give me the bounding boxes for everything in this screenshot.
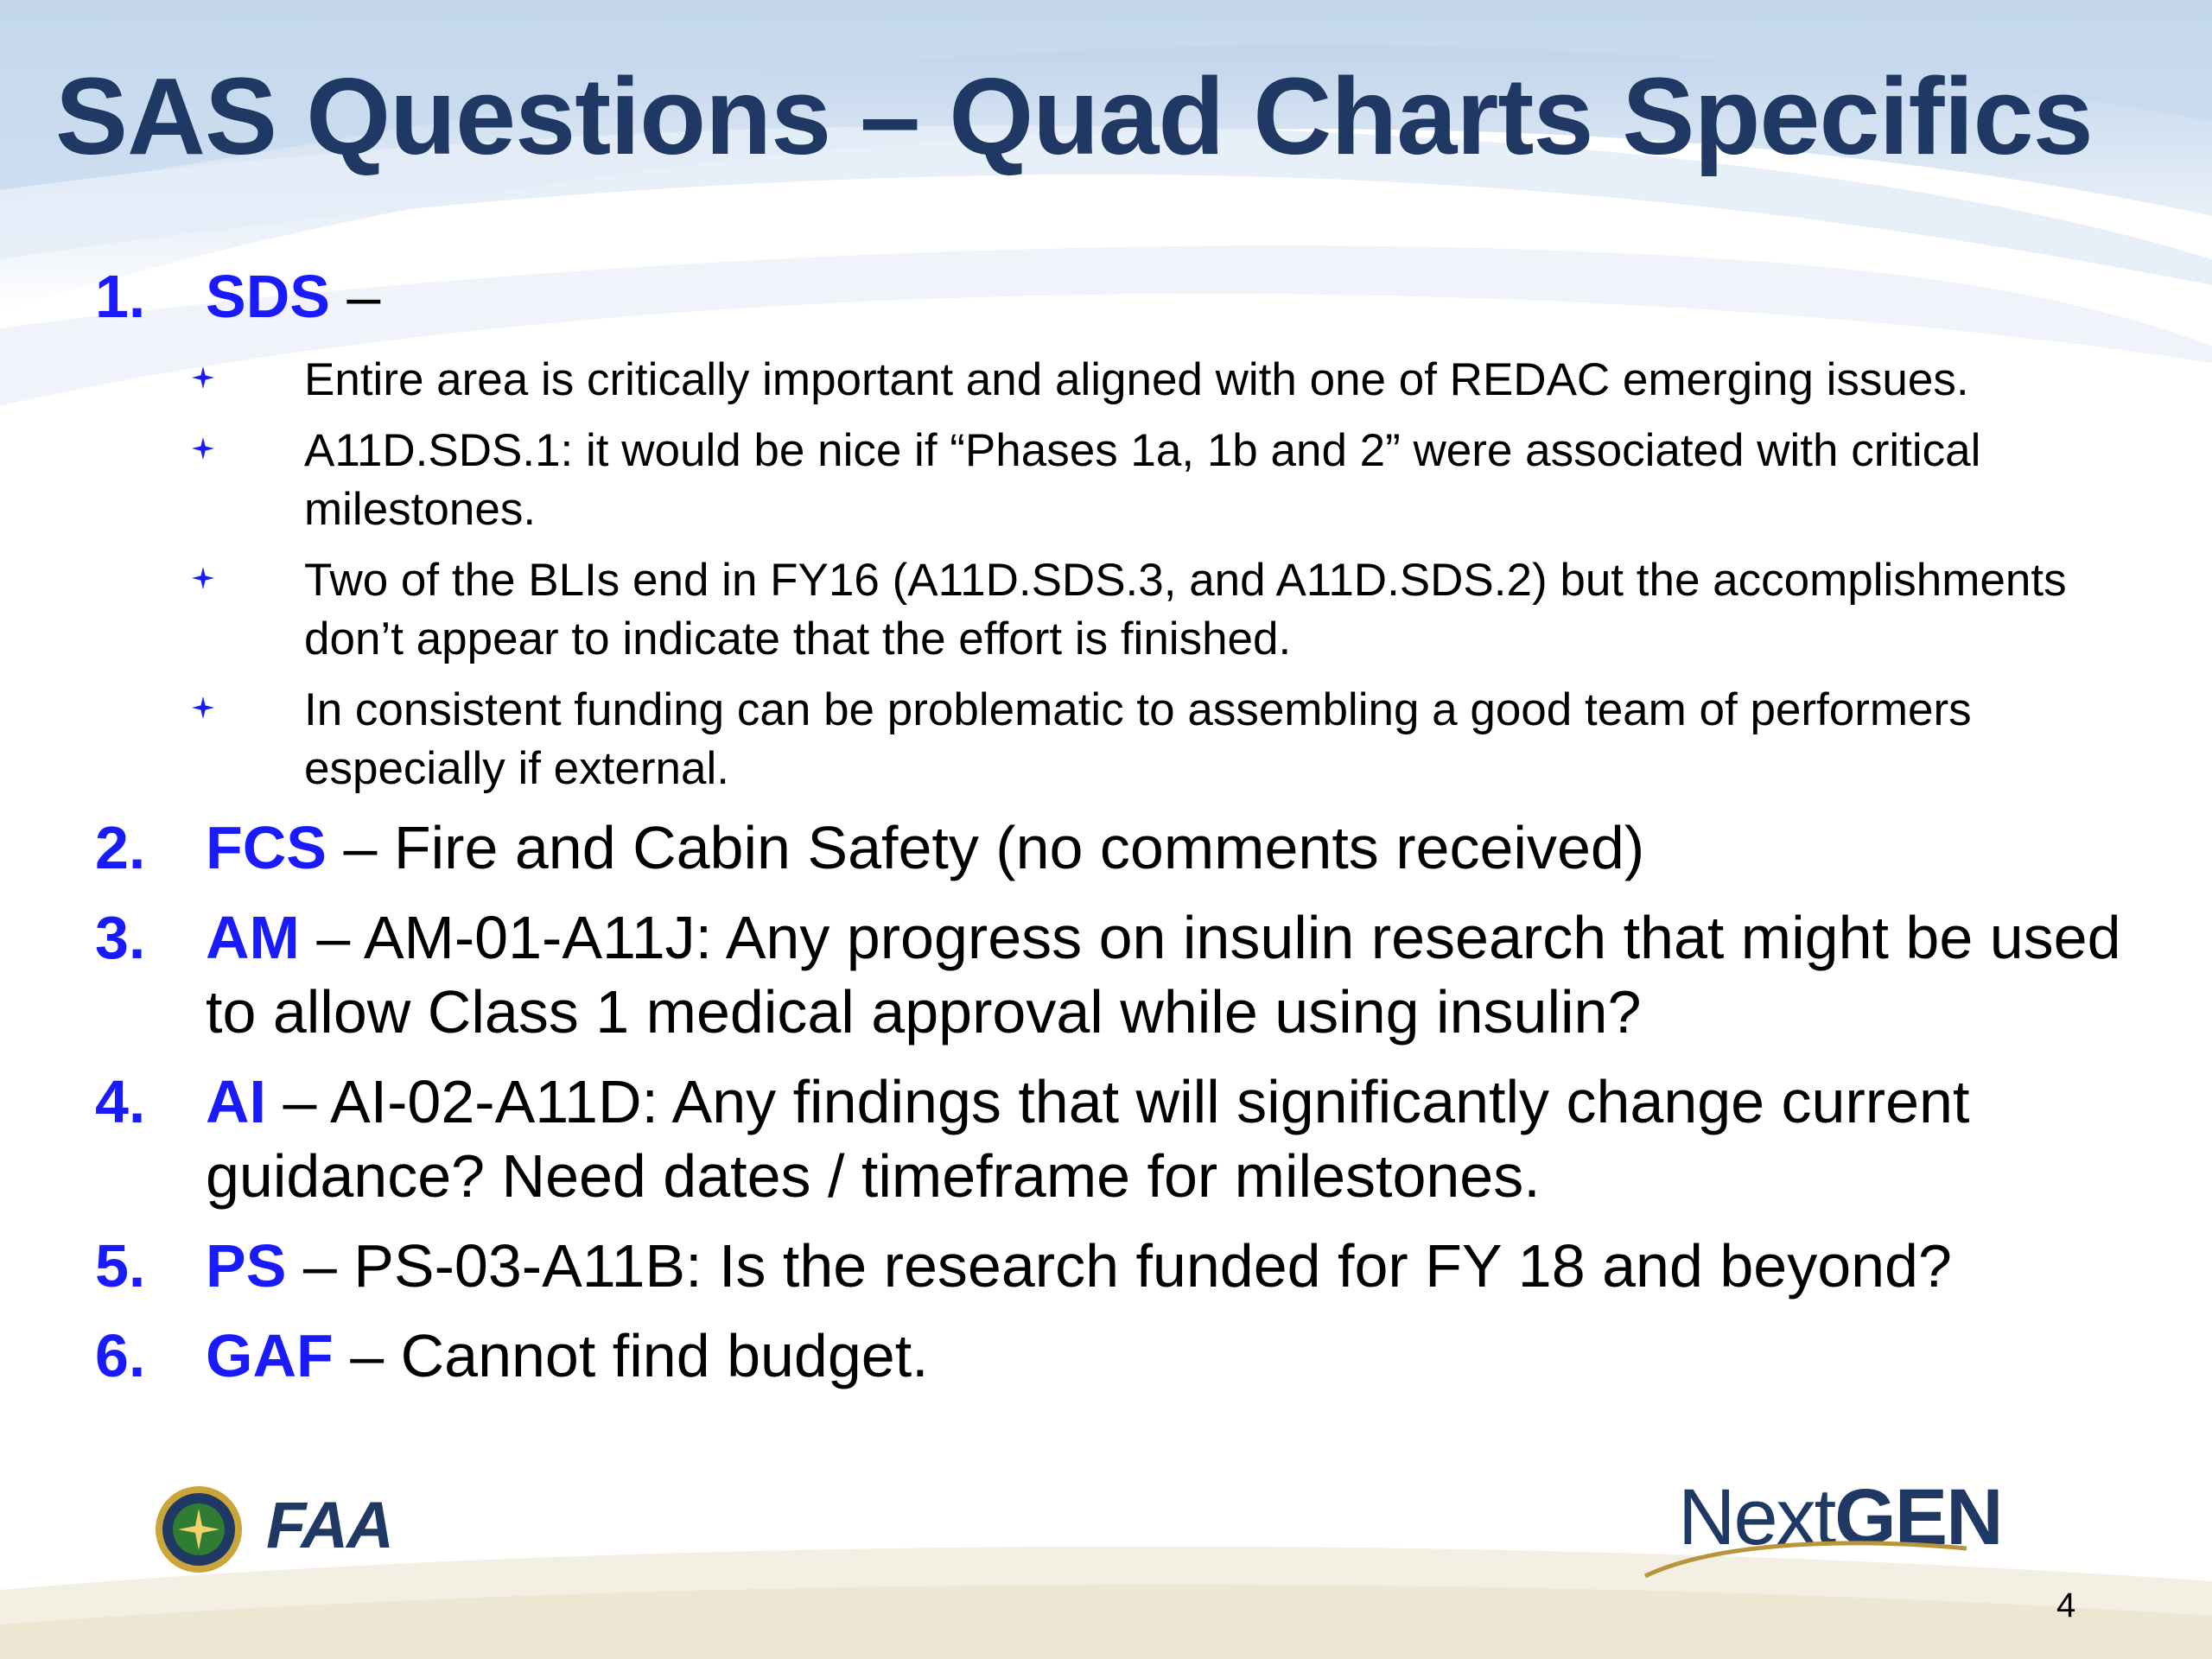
list-item-ai	[0, 1065, 2212, 1213]
item-text: –	[329, 263, 381, 330]
question-list	[0, 259, 2212, 1393]
item-key: SDS	[206, 263, 330, 330]
sub-item	[0, 422, 2212, 539]
sub-item	[0, 681, 2212, 798]
list-item-fcs	[0, 810, 2212, 885]
star-bullet-icon	[192, 696, 214, 719]
star-bullet-icon	[192, 437, 214, 460]
list-item-sds	[0, 259, 2212, 334]
item-text: – Cannot find budget.	[333, 1322, 929, 1389]
star-bullet-icon	[192, 366, 214, 389]
nextgen-next-text: Next	[1678, 1473, 1835, 1561]
faa-seal-icon	[154, 1484, 244, 1574]
item-text: – AI-02-A11D: Any findings that will significantly change current guidance? Need dates / timeframe for milestones.	[206, 1068, 1970, 1210]
item-key: PS	[206, 1232, 287, 1300]
star-bullet-icon	[192, 567, 214, 589]
list-item-ps	[0, 1229, 2212, 1303]
item-text: – PS-03-A11B: Is the research funded for FY 18 and beyond?	[286, 1232, 1952, 1300]
item-key: AM	[206, 904, 300, 971]
list-item-gaf	[0, 1319, 2212, 1393]
item-key: GAF	[206, 1322, 334, 1389]
sub-item-text: In consistent funding can be problematic to assembling a good team of performers especially if external.	[304, 684, 1972, 794]
faa-label: FAA	[266, 1489, 392, 1562]
item-number: 1.	[95, 263, 146, 330]
item-text: – AM-01-A11J: Any progress on insulin research that might be used to allow Class 1 medical approval while using insulin?	[206, 904, 2121, 1046]
item-number: 2.	[95, 814, 146, 881]
item-number: 4.	[95, 1068, 146, 1135]
page-number: 4	[2056, 1586, 2076, 1624]
list-item-am	[0, 900, 2212, 1049]
slide-title: SAS Questions – Quad Charts Specifics	[55, 55, 2093, 177]
nextgen-gen-text: GEN	[1834, 1473, 2002, 1561]
sub-item-text: A11D.SDS.1: it would be nice if “Phases 1a, 1b and 2” were associated with critical milestones.	[304, 425, 1981, 535]
sub-item	[0, 351, 2212, 410]
item-number: 5.	[95, 1232, 146, 1300]
sub-item	[0, 551, 2212, 669]
item-key: AI	[206, 1068, 266, 1135]
sub-item-text: Entire area is critically important and aligned with one of REDAC emerging issues.	[304, 354, 1969, 405]
item-number: 6.	[95, 1322, 146, 1389]
item-text: – Fire and Cabin Safety (no comments received)	[327, 814, 1645, 881]
item-number: 3.	[95, 904, 146, 971]
sub-item-text: Two of the BLIs end in FY16 (A11D.SDS.3, and A11D.SDS.2) but the accomplishments don’t appear to indicate that the effort is finished.	[304, 555, 2067, 664]
sds-sub-list	[0, 351, 2212, 798]
item-key: FCS	[206, 814, 327, 881]
nextgen-swoosh-icon	[1642, 1528, 1970, 1580]
